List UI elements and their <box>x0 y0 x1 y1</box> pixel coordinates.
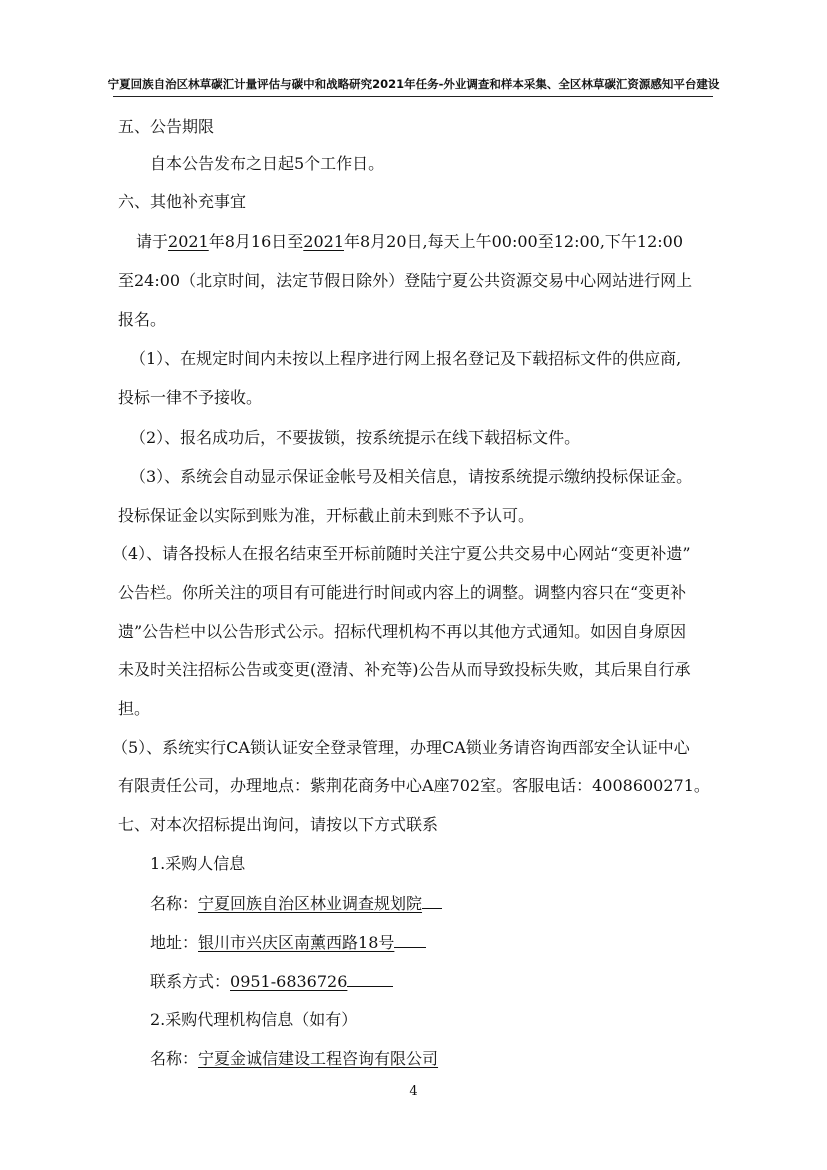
section6-heading: 六、其他补充事宜 <box>118 192 247 211</box>
purchaser-contact-label: 联系方式： <box>150 972 231 991</box>
item4-line4: 未及时关注招标公告或变更(澄清、补充等)公告从而导致投标失败，其后果自行承 <box>118 660 691 679</box>
purchaser-name: 宁夏回族自治区林业调查规划院 <box>198 894 423 913</box>
agent-name: 宁夏金诚信建设工程咨询有限公司 <box>198 1049 439 1068</box>
purchaser-addr-row <box>150 931 426 954</box>
year-start: 2021 <box>168 232 209 251</box>
document-header: 宁夏回族自治区林草碳汇计量评估与碳中和战略研究2021年任务-外业调查和样本采集、全区林草碳汇资源感知平台建设 <box>107 77 720 91</box>
item4-line1: （4）、请各投标人在报名结束至开标前随时关注宁夏公共交易中心网站“变更补遗” <box>112 544 691 563</box>
section6-paragraph1-line1 <box>136 231 683 253</box>
header-rule <box>113 96 713 97</box>
item4-line3: 遗”公告栏中以公告形式公示。招标代理机构不再以其他方式通知。如因自身原因 <box>118 622 687 641</box>
section6-paragraph1-line2: 至24:00（北京时间，法定节假日除外）登陆宁夏公共资源交易中心网站进行网上 <box>118 271 693 290</box>
underline-filler <box>347 970 393 987</box>
text-fragment: 年8月16日至 <box>208 232 304 251</box>
section5-heading: 五、公告期限 <box>118 117 215 136</box>
section6-paragraph1-line3: 报名。 <box>118 310 167 329</box>
item5-line2: 有限责任公司，办理地点：紫荆花商务中心A座702室。客服电话：4008600271。 <box>118 776 710 795</box>
purchaser-contact: 0951-6836726 <box>230 972 348 991</box>
item4-line2: 公告栏。你所关注的项目有可能进行时间或内容上的调整。调整内容只在“变更补 <box>118 583 687 602</box>
purchaser-name-row <box>150 892 442 915</box>
item3-line2: 投标保证金以实际到账为准，开标截止前未到账不予认可。 <box>118 506 535 525</box>
purchaser-addr: 银川市兴庆区南薰西路18号 <box>198 933 395 952</box>
purchaser-name-label: 名称： <box>150 894 199 913</box>
agent-title: 2.采购代理机构信息（如有） <box>150 1010 358 1029</box>
page-number: 4 <box>409 1084 418 1099</box>
purchaser-title: 1.采购人信息 <box>150 854 246 873</box>
text-fragment: 年8月20日,每天上午00:00至12:00,下午12:00 <box>344 232 684 251</box>
section7-heading: 七、对本次招标提出询问，请按以下方式联系 <box>118 815 439 834</box>
year-end: 2021 <box>303 232 344 251</box>
agent-name-label: 名称： <box>150 1049 199 1068</box>
section5-text: 自本公告发布之日起5个工作日。 <box>150 154 385 173</box>
underline-filler <box>422 892 442 909</box>
item1-line2: 投标一律不予接收。 <box>118 388 263 407</box>
item3-line1: （3）、系统会自动显示保证金帐号及相关信息，请按系统提示缴纳投标保证金。 <box>130 467 693 486</box>
item4-line5: 担。 <box>118 699 151 718</box>
underline-filler <box>394 931 426 948</box>
agent-name-row <box>150 1048 438 1070</box>
item2-line1: （2）、报名成功后，不要拔锁，按系统提示在线下载招标文件。 <box>130 428 581 447</box>
item5-line1: （5）、系统实行CA锁认证安全登录管理，办理CA锁业务请咨询西部安全认证中心 <box>112 738 690 757</box>
text-fragment: 请于 <box>136 232 169 251</box>
purchaser-contact-row <box>150 970 393 993</box>
item1-line1: （1）、在规定时间内未按以上程序进行网上报名登记及下载招标文件的供应商, <box>130 349 682 368</box>
purchaser-addr-label: 地址： <box>150 933 199 952</box>
